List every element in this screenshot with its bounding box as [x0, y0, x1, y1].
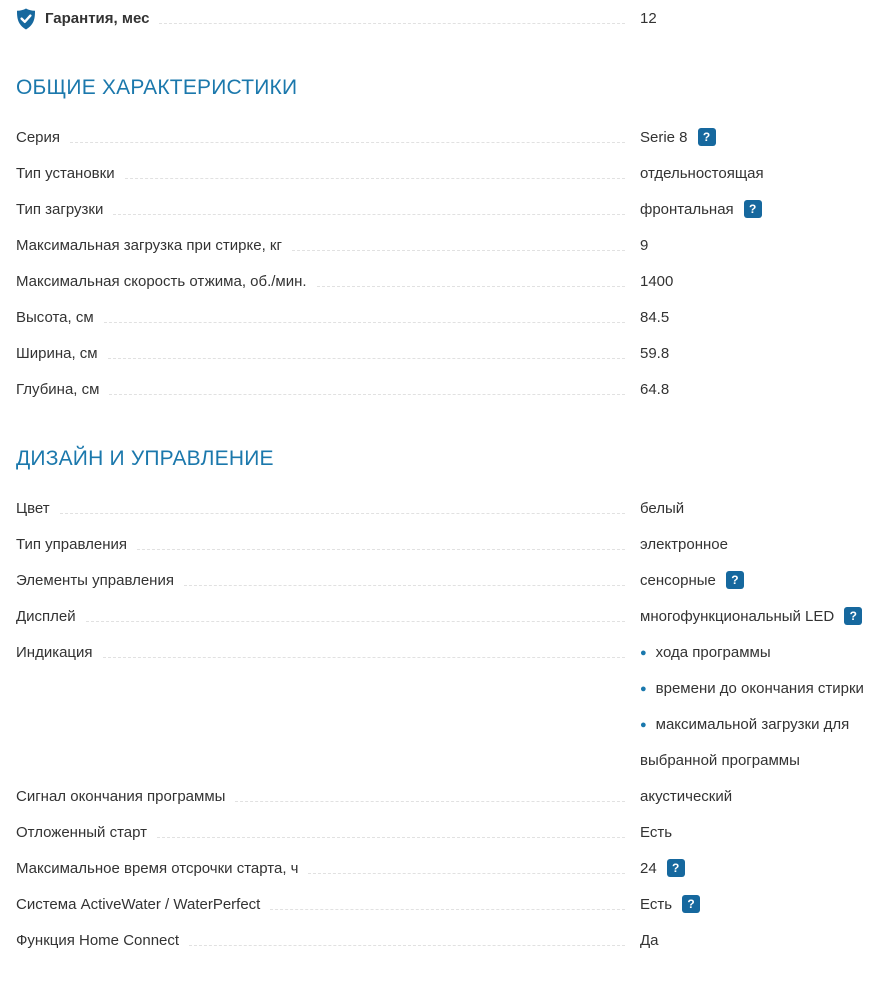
spec-label: Отложенный старт [16, 824, 148, 841]
spec-row [16, 779, 886, 815]
leader-line [103, 653, 625, 658]
leader-line [70, 138, 625, 143]
spec-value [640, 192, 886, 228]
value-text: акустический [640, 788, 733, 805]
leader-line [235, 797, 625, 802]
help-icon[interactable]: ? [726, 571, 744, 589]
spec-row [16, 264, 886, 300]
value-text: Есть [640, 896, 673, 913]
value-text: хода программы [655, 644, 771, 661]
leader-line [125, 174, 625, 179]
leader-line [184, 581, 625, 586]
spec-row [16, 815, 886, 851]
leader-line [157, 833, 625, 838]
spec-label: Серия [16, 129, 61, 146]
value-text: Serie 8 [640, 129, 688, 146]
spec-label: Функция Home Connect [16, 932, 180, 949]
leader-line [108, 354, 625, 359]
spec-value [640, 491, 886, 527]
value-text: фронтальная [640, 201, 734, 218]
spec-row [16, 527, 886, 563]
help-icon[interactable]: ? [844, 607, 862, 625]
spec-row [16, 336, 886, 372]
spec-row [16, 599, 886, 635]
spec-section [16, 75, 886, 408]
value-text: отдельностоящая [640, 165, 764, 182]
spec-value [640, 599, 886, 635]
spec-row [16, 120, 886, 156]
spec-row [16, 887, 886, 923]
value-list-item [640, 635, 886, 671]
bullet-icon: ● [640, 719, 647, 731]
spec-value [640, 779, 886, 815]
value-text: 1400 [640, 273, 674, 290]
spec-label: Цвет [16, 500, 50, 517]
value-text: сенсорные [640, 572, 716, 589]
section-rows [16, 120, 886, 408]
value-text: 84.5 [640, 309, 670, 326]
help-icon[interactable]: ? [667, 859, 685, 877]
leader-line [189, 941, 625, 946]
spec-row [16, 491, 886, 527]
spec-label: Тип загрузки [16, 201, 104, 218]
spec-row [16, 228, 886, 264]
spec-section [16, 446, 886, 959]
spec-value [640, 120, 886, 156]
leader-line [308, 869, 625, 874]
spec-label: Индикация [16, 644, 93, 661]
spec-label: Глубина, см [16, 381, 100, 398]
spec-label: Элементы управления [16, 572, 174, 589]
value-text: максимальной загрузки для выбранной программы [640, 716, 850, 769]
value-text: белый [640, 500, 685, 517]
value-text: Да [640, 932, 659, 949]
spec-label: Гарантия, мес [45, 10, 150, 27]
spec-value [640, 815, 886, 851]
spec-label: Высота, см [16, 309, 94, 326]
value-text: 9 [640, 237, 649, 254]
bullet-icon: ● [640, 647, 647, 659]
spec-label: Ширина, см [16, 345, 98, 362]
spec-row [16, 372, 886, 408]
value-text: многофункциональный LED [640, 608, 835, 625]
spec-value [640, 887, 886, 923]
leader-line [137, 545, 625, 550]
value-text: электронное [640, 536, 728, 553]
spec-row [16, 156, 886, 192]
section-rows [16, 491, 886, 959]
spec-label: Тип установки [16, 165, 115, 182]
spec-row [16, 923, 886, 959]
leader-line [270, 905, 625, 910]
value-list-item [640, 707, 886, 779]
spec-value [640, 923, 886, 959]
value-text: Есть [640, 824, 673, 841]
leader-line [159, 19, 625, 24]
spec-value [640, 300, 886, 336]
bullet-icon: ● [640, 683, 647, 695]
spec-row [16, 300, 886, 336]
leader-line [317, 282, 625, 287]
spec-value [640, 156, 886, 192]
leader-line [86, 617, 625, 622]
spec-label: Максимальное время отсрочки старта, ч [16, 860, 299, 877]
spec-sections [16, 75, 886, 959]
leader-line [292, 246, 625, 251]
spec-label: Система ActiveWater / WaterPerfect [16, 896, 261, 913]
spec-row [16, 635, 886, 779]
warranty-row [16, 1, 886, 37]
spec-label: Тип управления [16, 536, 127, 553]
value-list-item [640, 671, 886, 707]
spec-value [640, 336, 886, 372]
value-text: 24 [640, 860, 657, 877]
leader-line [109, 390, 625, 395]
help-icon[interactable]: ? [698, 128, 716, 146]
leader-line [60, 509, 625, 514]
leader-line [104, 318, 625, 323]
help-icon[interactable]: ? [744, 200, 762, 218]
spec-label: Сигнал окончания программы [16, 788, 226, 805]
spec-label: Дисплей [16, 608, 76, 625]
spec-value [640, 372, 886, 408]
spec-label: Максимальная загрузка при стирке, кг [16, 237, 282, 254]
section-title: ДИЗАЙН И УПРАВЛЕНИЕ [16, 447, 274, 470]
value-text: 64.8 [640, 381, 670, 398]
value-text: 59.8 [640, 345, 670, 362]
spec-value [640, 228, 886, 264]
help-icon[interactable]: ? [682, 895, 700, 913]
spec-value: 12 [640, 10, 657, 27]
section-title: ОБЩИЕ ХАРАКТЕРИСТИКИ [16, 76, 298, 99]
leader-line [113, 210, 625, 215]
value-text: времени до окончания стирки [655, 680, 864, 697]
shield-check-icon [16, 8, 36, 30]
spec-value [640, 635, 886, 779]
spec-row [16, 192, 886, 228]
spec-row [16, 563, 886, 599]
spec-value [640, 527, 886, 563]
spec-row [16, 851, 886, 887]
spec-label: Максимальная скорость отжима, об./мин. [16, 273, 307, 290]
spec-value [640, 851, 886, 887]
spec-value [640, 264, 886, 300]
spec-value [640, 563, 886, 599]
